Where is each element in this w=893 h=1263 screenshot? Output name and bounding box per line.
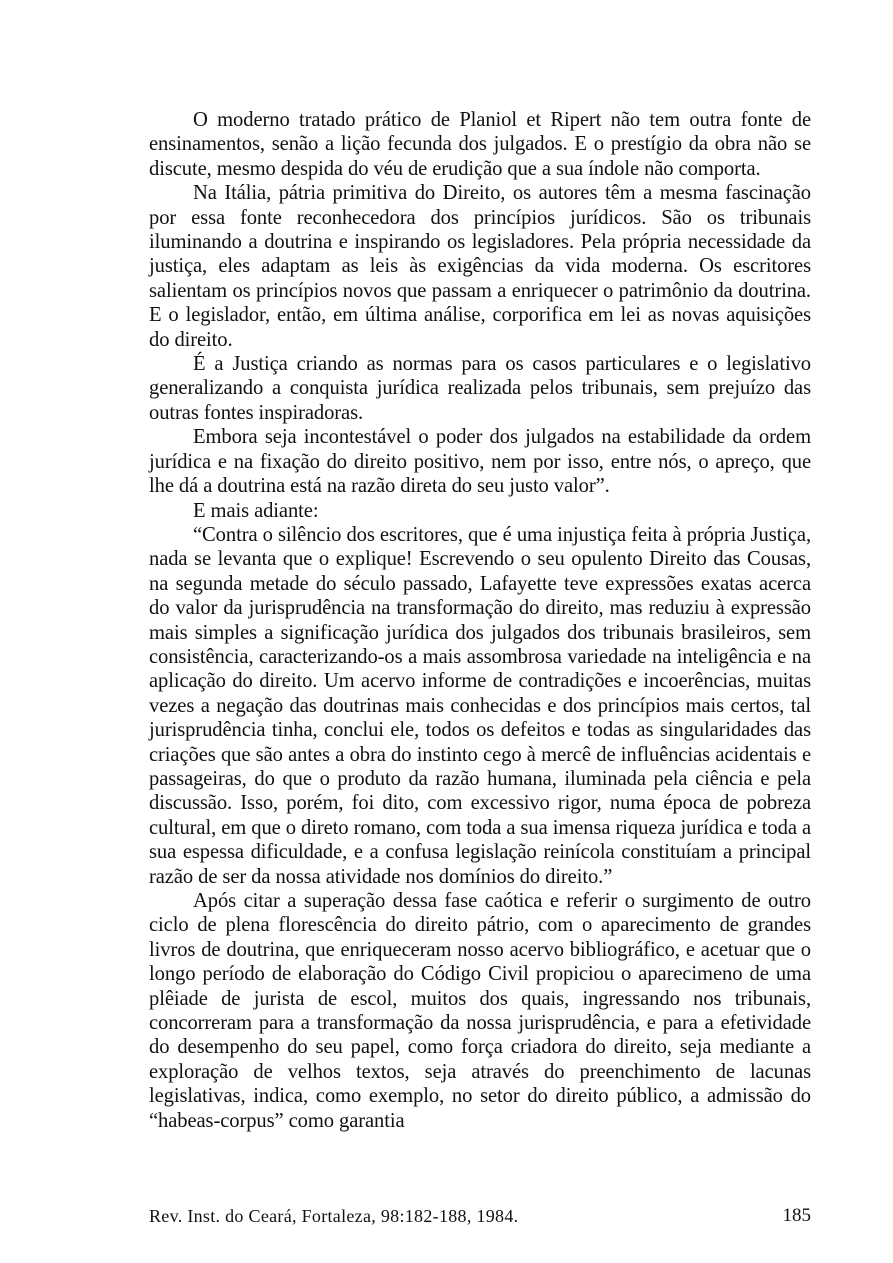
page-body bbox=[149, 108, 811, 1133]
paragraph-5: E mais adiante: bbox=[193, 499, 319, 522]
page-number: 185 bbox=[782, 1205, 811, 1226]
paragraph-1: O moderno tratado prático de Planiol et Ripert não tem outra fonte de ensinamentos, senão a lição fecunda dos julgados. E o prestígio da obra não se discute, mesmo despida do véu de erudição que a sua índole não comporta. bbox=[149, 109, 811, 180]
paragraph-7: Após citar a superação dessa fase caótica e referir o surgimento de outro ciclo de plena florescência do direito pátrio, com o aparecimento de grandes livros de doutrina, que enriqueceram nosso acervo bibliográfico, e acetuar que o longo período de elaboração do Código Civil propiciou o aparecimeno de uma plêiade de jurista de escol, muitos dos quais, ingressando nos tribunais, concorreram para a transformação da nossa jurisprudência, e para a efetividade do desempenho do seu papel, como força criadora do direito, seja mediante a exploração de velhos textos, seja através do preenchimento de lacunas legislativas, indica, como exemplo, no setor do direito público, a admissão do “habeas-corpus” como garantia bbox=[149, 890, 811, 1132]
journal-reference: Rev. Inst. do Ceará, Fortaleza, 98:182-188, 1984. bbox=[149, 1206, 519, 1226]
paragraph-2: Na Itália, pátria primitiva do Direito, os autores têm a mesma fascinação por essa fonte reconhecedora dos princípios jurídicos. São os tribunais iluminando a doutrina e inspirando os legisladores. Pela própria necessidade da justiça, eles adaptam as leis às exigências da vida moderna. Os escritores salientam os princípios novos que passam a enriquecer o patrimônio da doutrina. E o legislador, então, em última análise, corporifica em lei as novas aquisições do direito. bbox=[149, 182, 811, 351]
paragraph-4: Embora seja incontestável o poder dos julgados na estabilidade da ordem jurídica e na fixação do direito positivo, nem por isso, entre nós, o apreço, que lhe dá a doutrina está na razão direta do seu justo valor”. bbox=[149, 426, 811, 498]
paragraph-6-quotation: “Contra o silêncio dos escritores, que é uma injustiça feita à própria Justiça, nada se levanta que o explique! Escrevendo o seu opulento Direito das Cousas, na segunda metade do século passado, Lafayette teve expressões exatas acerca do valor da jurisprudência na transformação do direito, mas reduziu à expressão mais simples a significação jurídica dos julgados dos tribunais brasileiros, sem consistência, caracterizando-os a mais assombrosa variedade na inteligência e na aplicação do direito. Um acervo informe de contradições e incoerências, muitas vezes a negação das doutrinas mais conhecidas e dos princípios mais certos, tal jurisprudência tinha, conclui ele, todos os defeitos e todas as singularidades das criações que são antes a obra do instinto cego à mercê de influências acidentais e passageiras, do que o produto da razão humana, iluminada pela ciência e pela discussão. Isso, porém, foi dito, com excessivo rigor, numa época de pobreza cultural, em que o direto romano, com toda a sua imensa riqueza jurídica e toda a sua espessa dificuldade, e a confusa legislação reinícola constituíam a principal razão de ser da nossa atividade nos domínios do direito.” bbox=[149, 523, 811, 888]
paragraph-3: É a Justiça criando as normas para os casos particulares e o legislativo generalizando a conquista jurídica realizada pelos tribunais, sem prejuízo das outras fontes inspiradoras. bbox=[149, 353, 811, 424]
